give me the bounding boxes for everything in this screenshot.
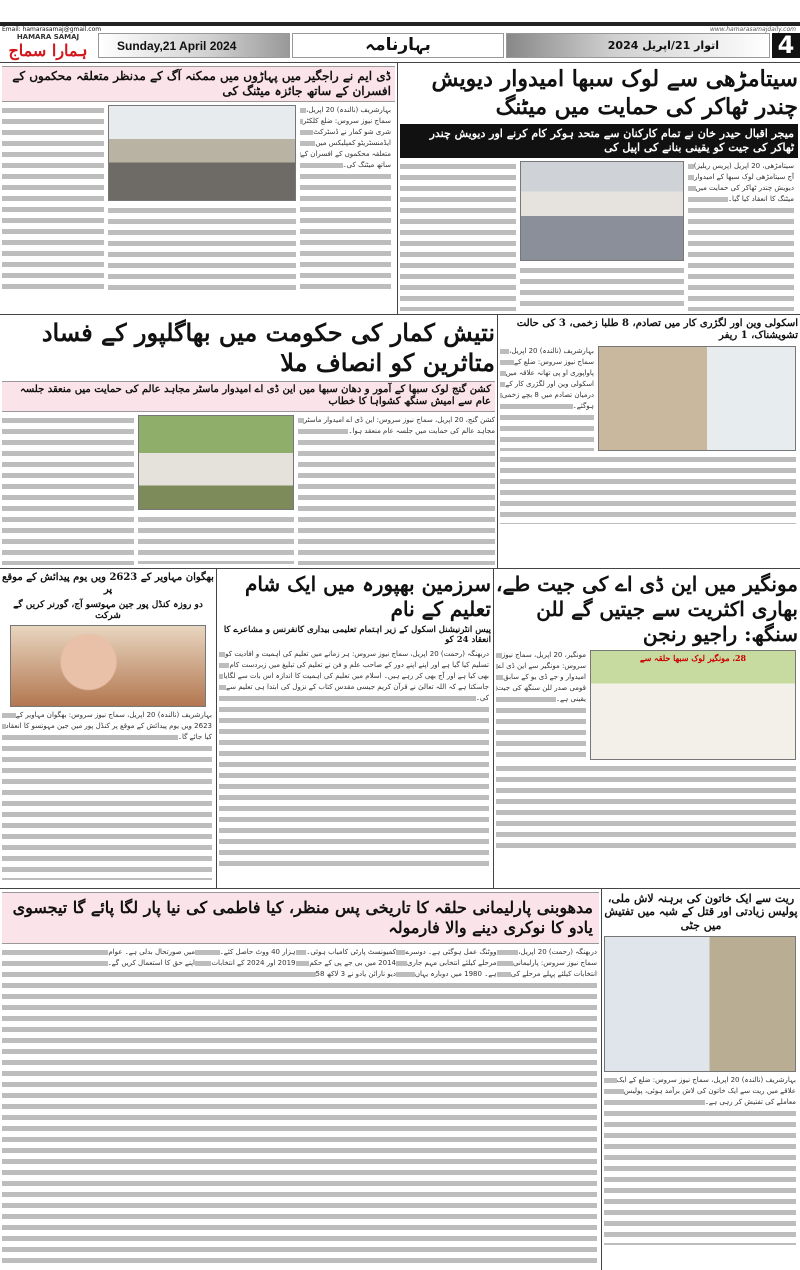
body-school-van-col2	[500, 454, 796, 524]
body-mahavir: بہارشریف (نالندہ) 20 اپریل، سماج نیوز سروس: بھگوان مہاویر کے 2623 ویں یوم پیدائش کے موقع پر کنڈل پور میں جین مہوتسو کا انعقاد کیا جائے گا۔	[2, 710, 212, 880]
body-rajgir: بہارشریف (نالندہ) 20 اپریل، سماج نیوز سروس: ضلع کلکٹر شری شو کمار نے ڈسٹرکٹ ایڈمنسٹریٹو کمپلیکس میں متعلقہ محکموں کے افسران کے ساتھ میٹنگ کی۔	[300, 105, 391, 295]
body-bhagalpur-col2	[2, 415, 134, 565]
article-sitamarhi	[398, 63, 800, 314]
headline-munger: مونگیر میں این ڈی اے کی جیت طے، بھاری اکثریت سے جیتیں گے للن سنگھ: راجیو رنجن	[496, 571, 798, 646]
page-number: 4	[772, 33, 800, 58]
row-1	[0, 62, 800, 314]
email-address: Email: hamarasamaj@gmail.com	[2, 26, 102, 33]
body-bhupura: دربھنگہ (رحمت) 20 اپریل، سماج نیوز سروس: ہر زمانے میں تعلیم کی اہمیت و افادیت کو تسلیم کیا گیا ہے اور اپنے اپنے دور کے صاحب علم و فن نے تعلیم کی تبلیغ میں زبردست کام بھی کیا ہے اور آج بھی کر رہے ہیں۔ اسلام میں تعلیم کی اہمیت کا اندازہ اس بات سے لگایا جاسکتا ہے کہ اللہ تعالیٰ نے قرآن کریم جیسی مقدس کتاب کے نزول کی ابتدا ہی تعلیم سے کی۔	[219, 649, 489, 869]
photo-police	[604, 936, 796, 1072]
article-rajgir	[0, 63, 397, 314]
body-rajgir-col3	[108, 205, 296, 295]
logo-english: HAMARA SAMAJ	[16, 33, 80, 41]
subhead-sitamarhi: میجر اقبال حیدر خان نے تمام کارکنان سے متحد ہوکر کام کرنے اور دیویش چندر ٹھاکر کی جیت کو یقینی بنانے کی اپیل کی	[400, 124, 798, 158]
body-sitamarhi-col3	[520, 265, 684, 309]
body-madhubani: دربھنگہ (رحمت) 20 اپریل، سماج نیوز سروس: پارلیمانی انتخابات کیلئے پہلے مرحلے کی ووٹنگ عمل ہوگئی ہے۔ دوسرے مرحلے کیلئے انتخابی مہم جاری ہے۔ 1980 میں دوبارہ یہاں کمیونسٹ پارٹی کامیاب ہوئی۔ 2014 میں بی جے پی کے حکم دیو نارائن یادو نے 3 لاکھ 58 ہزار 40 ووٹ حاصل کئے۔ 2019 اور 2024 کے انتخابات میں صورتحال بدلی ہے۔ عوام اپنے حق کا استعمال کریں گے۔	[2, 947, 597, 1267]
photo-school-van-accident	[598, 346, 796, 451]
masthead	[0, 0, 800, 62]
row-2	[0, 314, 800, 568]
headline-body-found: ریت سے ایک خاتون کی برہنہ لاش ملی، پولیس زیادتی اور قتل کے شبہ میں تفتیش میں جٹی	[604, 891, 798, 932]
subhead-bhagalpur: کشن گنج لوک سبھا کے آمور و دھان سبھا میں این ڈی اے امیدوار ماسٹر مجاہد عالم کی حمایت میں منعقد جلسہ عام سے امیش سنگھ کشواہا کا خطاب	[2, 381, 495, 412]
body-school-van: بہارشریف (نالندہ) 20 اپریل، سماج نیوز سروس: ضلع کے پاواپوری او پی تھانہ علاقہ میں اسکولی وین اور لگژری کار کے درمیان تصادم میں 8 بچے زخمی ہوگئے۔	[500, 346, 594, 451]
subhead-bhupura: پیس انٹرنیشنل اسکول کے زیر اہتمام تعلیمی بیداری کانفرنس و مشاعرے کا انعقاد 24 کو	[223, 624, 491, 646]
body-rajgir-col2	[2, 105, 104, 295]
body-munger: مونگیر، 20 اپریل، سماج نیوز سروس: مونگیر سے این ڈی اے امیدوار و جے ڈی یو کے سابق قومی صدر للن سنگھ کی جیت یقینی ہے۔	[496, 650, 586, 760]
article-munger	[494, 569, 800, 888]
photo-rajgir-meeting	[108, 105, 296, 201]
date-urdu: اتوار 21/اپریل 2024	[506, 33, 770, 58]
masthead-rule	[0, 22, 800, 26]
campaign-banner-text: 28، مونگیر لوک سبھا حلقہ سے	[639, 652, 747, 663]
date-english: Sunday,21 April 2024	[98, 33, 290, 58]
article-madhubani	[0, 889, 601, 1270]
row-4	[0, 888, 800, 1270]
headline-mahavir: بھگوان مہاویر کے 2623 ویں یوم پیدائش کے موقع پر	[2, 571, 214, 595]
article-body-found	[602, 889, 800, 1270]
website-link[interactable]: www.hamarasamajdaily.com	[709, 26, 796, 33]
body-sitamarhi-col2	[400, 161, 516, 311]
body-munger-col2	[496, 763, 796, 853]
photo-munger-campaign	[590, 650, 796, 760]
body-bhagalpur: کشن گنج، 20 اپریل، سماج نیوز سروس: این ڈی اے امیدوار ماسٹر مجاہد عالم کی حمایت میں جلسہ عام منعقد ہوا۔	[298, 415, 495, 565]
subhead-mahavir: دو روزہ کنڈل پور جین مہوتسو آج، گورنر کریں گے شرکت	[13, 599, 203, 621]
headline-madhubani: مدھوبنی پارلیمانی حلقہ کا تاریخی پس منظر، کیا فاطمی کی نیا پار لگا پائے گا تیجسوی یادو کا نوکری دینے والا فارمولہ	[2, 892, 599, 944]
headline-bhupura: سرزمین بھپورہ میں ایک شام تعلیم کے نام	[244, 571, 491, 621]
logo-urdu: ہمارا سماج	[8, 41, 88, 60]
row-3	[0, 568, 800, 888]
article-school-van	[498, 315, 800, 568]
photo-sitamarhi-meeting	[520, 161, 684, 261]
headline-sitamarhi: سیتامڑھی سے لوک سبھا امیدوار دیویش چندر ٹھاکر کی حمایت میں میٹنگ	[431, 66, 798, 120]
article-bhagalpur	[0, 315, 497, 568]
article-mahavir	[0, 569, 216, 888]
headline-bhagalpur: نتیش کمار کی حکومت میں بھاگلپور کے فساد متاثرین کو انصاف ملا	[41, 317, 495, 377]
headline-school-van: اسکولی وین اور لگژری کار میں تصادم، 8 طلبا زخمی، 3 کی حالت تشویشناک، 1 ریفر	[516, 317, 798, 341]
headline-rajgir: ڈی ایم نے راجگیر میں پہاڑوں میں ممکنہ آگ کے مدنظر متعلقہ محکموں کے افسران کے ساتھ جائزہ میٹنگ کی	[2, 66, 395, 102]
newspaper-logo	[0, 33, 96, 61]
section-title: بہارنامہ	[292, 33, 504, 58]
body-body-found: بہارشریف (نالندہ) 20 اپریل، سماج نیوز سروس: ضلع کے ایک علاقے میں ریت سے ایک خاتون کی لاش برآمد ہوئی، پولیس معاملے کی تفتیش کر رہی ہے۔	[604, 1075, 796, 1245]
photo-mahavir	[10, 625, 206, 707]
article-bhupura	[217, 569, 493, 888]
body-bhagalpur-col3	[138, 514, 294, 564]
body-sitamarhi: سیتامڑھی، 20 اپریل (پریس ریلیز) آج سیتامڑھی لوک سبھا کے امیدوار دیویش چندر ٹھاکر کی حمایت میں میٹنگ کا انعقاد کیا گیا۔	[688, 161, 794, 311]
photo-bhagalpur-rally	[138, 415, 294, 510]
